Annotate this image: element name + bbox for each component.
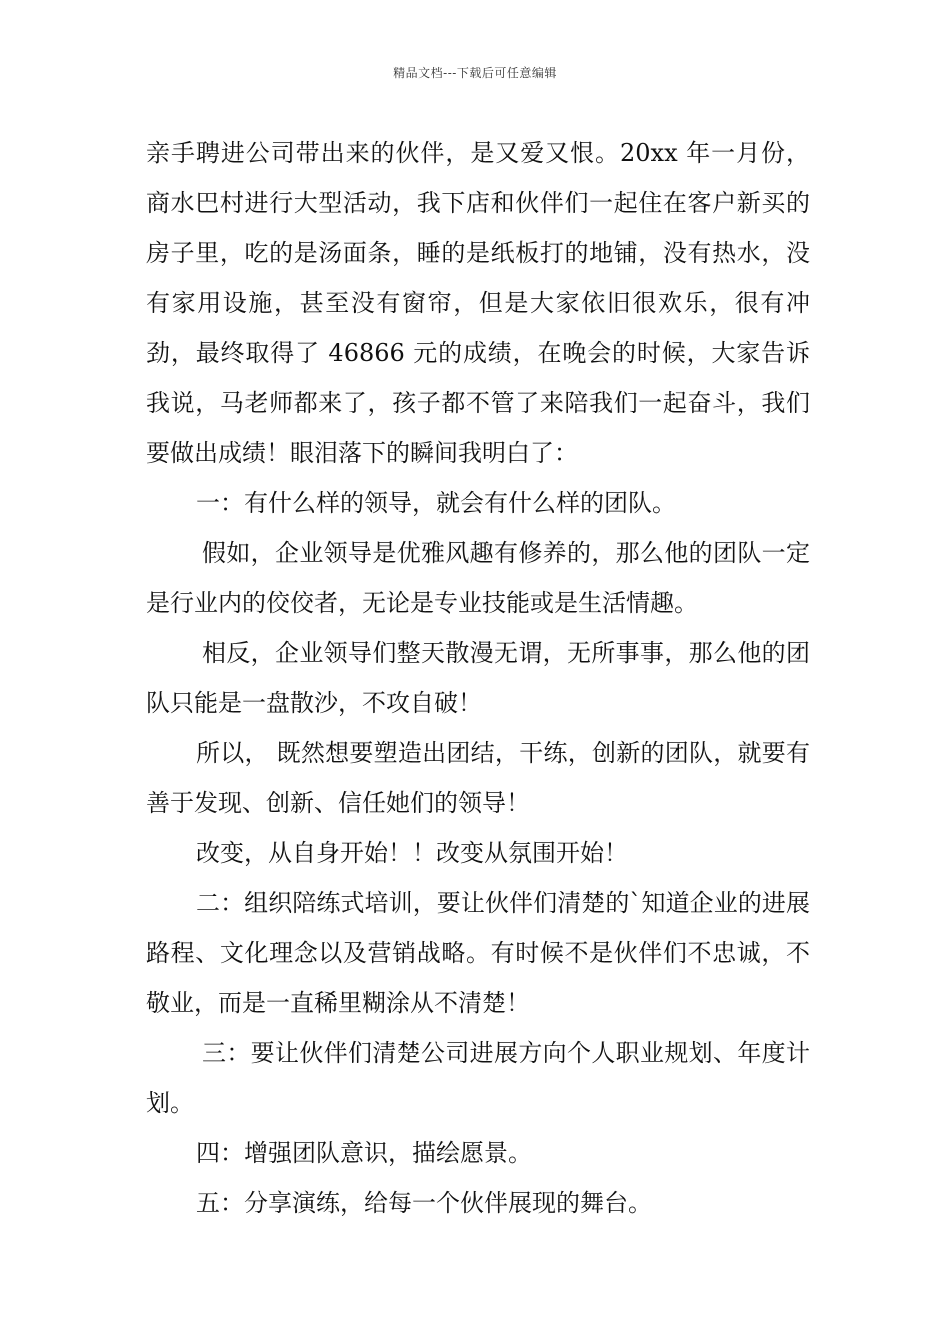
paragraph-contrary: 相反，企业领导们整天散漫无谓，无所事事，那么他的团队只能是一盘散沙，不攻自破！ (146, 639, 810, 717)
paragraph-point-one: 一：有什么样的领导，就会有什么样的团队。 (196, 489, 676, 517)
paragraph-story: 亲手聘进公司带出来的伙伴，是又爱又恨。20xx 年一月份，商水巴村进行大型活动，我下店和伙伴们一起住在客户新买的房子里，吃的是汤面条，睡的是纸板打的地铺，没有热水，没有家用设施，甚至没有窗帘，但是大家依旧很欢乐，很有冲劲，最终取得了 46866 元的成绩，在晚会的时候，大家告诉我说，马老师都来了，孩子都不管了来陪我们一起奋斗，我们要做出成绩！眼泪落下的瞬间我明白了： (146, 139, 810, 467)
page-header: 精品文档---下载后可任意编辑 (393, 66, 557, 80)
paragraph-suppose: 假如，企业领导是优雅风趣有修养的，那么他的团队一定是行业内的佼佼者，无论是专业技能或是生活情趣。 (146, 539, 810, 617)
paragraph-point-four: 四：增强团队意识，描绘愿景。 (196, 1139, 532, 1167)
paragraph-change: 改变，从自身开始！！改变从氛围开始！ (196, 839, 628, 867)
paragraph-point-two: 二：组织陪练式培训，要让伙伴们清楚的`知道企业的进展路程、文化理念以及营销战略。有时候不是伙伴们不忠诚，不敬业，而是一直稀里糊涂从不清楚！ (146, 889, 810, 1017)
paragraph-point-five: 五：分享演练，给每一个伙伴展现的舞台。 (196, 1189, 652, 1217)
paragraph-point-three: 三：要让伙伴们清楚公司进展方向个人职业规划、年度计划。 (146, 1039, 810, 1117)
document-body (146, 128, 810, 1228)
paragraph-therefore: 所以， 既然想要塑造出团结，干练，创新的团队，就要有善于发现、创新、信任她们的领导！ (146, 739, 810, 817)
